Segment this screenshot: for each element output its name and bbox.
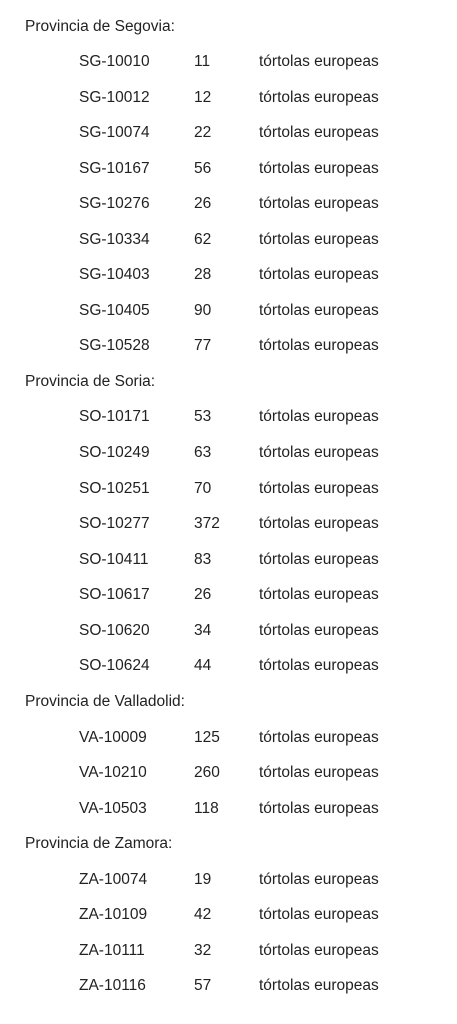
reserve-code: VA-10503 [79, 800, 147, 817]
bird-count: 26 [194, 586, 212, 603]
list-item [0, 479, 457, 499]
list-item [0, 799, 457, 819]
reserve-code: SG-10405 [79, 302, 150, 319]
species-name: tórtolas europeas [259, 195, 379, 212]
species-name: tórtolas europeas [259, 53, 379, 70]
bird-count: 83 [194, 551, 212, 568]
reserve-code: SO-10277 [79, 515, 150, 532]
reserve-code: SG-10403 [79, 266, 150, 283]
reserve-code: SO-10171 [79, 408, 150, 425]
reserve-code: SG-10334 [79, 231, 150, 248]
reserve-code: SO-10620 [79, 622, 150, 639]
list-item [0, 941, 457, 961]
bird-count: 62 [194, 231, 212, 248]
bird-count: 12 [194, 89, 212, 106]
species-name: tórtolas europeas [259, 124, 379, 141]
species-name: tórtolas europeas [259, 942, 379, 959]
reserve-code: SO-10249 [79, 444, 150, 461]
species-name: tórtolas europeas [259, 444, 379, 461]
reserve-code: SG-10010 [79, 53, 150, 70]
bird-count: 70 [194, 480, 212, 497]
province-heading-soria: Provincia de Soria: [25, 373, 156, 390]
bird-count: 260 [194, 764, 220, 781]
reserve-code: SO-10617 [79, 586, 150, 603]
bird-count: 26 [194, 195, 212, 212]
species-name: tórtolas europeas [259, 800, 379, 817]
bird-count: 53 [194, 408, 212, 425]
list-item [0, 976, 457, 996]
reserve-code: ZA-10111 [79, 942, 145, 959]
species-name: tórtolas europeas [259, 977, 379, 994]
species-name: tórtolas europeas [259, 764, 379, 781]
province-heading-zamora: Provincia de Zamora: [25, 835, 173, 852]
reserve-code: SG-10167 [79, 160, 150, 177]
bird-count: 56 [194, 160, 212, 177]
bird-count: 63 [194, 444, 212, 461]
list-item [0, 301, 457, 321]
species-name: tórtolas europeas [259, 89, 379, 106]
bird-count: 34 [194, 622, 212, 639]
species-name: tórtolas europeas [259, 871, 379, 888]
bird-count: 77 [194, 337, 212, 354]
reserve-code: ZA-10116 [79, 977, 146, 994]
list-item [0, 336, 457, 356]
list-item [0, 763, 457, 783]
reserve-code: VA-10210 [79, 764, 147, 781]
reserve-code: SG-10276 [79, 195, 150, 212]
species-name: tórtolas europeas [259, 337, 379, 354]
bird-count: 28 [194, 266, 212, 283]
bird-count: 22 [194, 124, 212, 141]
bird-count: 44 [194, 657, 212, 674]
species-name: tórtolas europeas [259, 266, 379, 283]
reserve-code: SO-10411 [79, 551, 149, 568]
species-name: tórtolas europeas [259, 515, 379, 532]
list-item [0, 728, 457, 748]
list-item [0, 407, 457, 427]
species-name: tórtolas europeas [259, 302, 379, 319]
species-name: tórtolas europeas [259, 622, 379, 639]
list-item [0, 52, 457, 72]
province-heading-valladolid: Provincia de Valladolid: [25, 693, 185, 710]
reserve-code: SO-10251 [79, 480, 150, 497]
reserve-code: SG-10528 [79, 337, 150, 354]
list-item [0, 514, 457, 534]
list-item [0, 159, 457, 179]
bird-count: 90 [194, 302, 212, 319]
bird-count: 372 [194, 515, 220, 532]
species-name: tórtolas europeas [259, 408, 379, 425]
province-heading-segovia: Provincia de Segovia: [25, 18, 175, 35]
reserve-code: ZA-10109 [79, 906, 148, 923]
bird-count: 118 [194, 800, 219, 817]
species-name: tórtolas europeas [259, 586, 379, 603]
list-item [0, 870, 457, 890]
list-item [0, 230, 457, 250]
bird-count: 32 [194, 942, 212, 959]
reserve-code: SG-10074 [79, 124, 150, 141]
reserve-code: ZA-10074 [79, 871, 148, 888]
reserve-code: VA-10009 [79, 729, 147, 746]
list-item [0, 905, 457, 925]
list-item [0, 621, 457, 641]
species-name: tórtolas europeas [259, 160, 379, 177]
reserve-code: SG-10012 [79, 89, 150, 106]
list-item [0, 194, 457, 214]
reserve-code: SO-10624 [79, 657, 150, 674]
bird-count: 11 [194, 53, 211, 70]
species-name: tórtolas europeas [259, 729, 379, 746]
bird-count: 57 [194, 977, 212, 994]
list-item [0, 265, 457, 285]
species-name: tórtolas europeas [259, 551, 379, 568]
list-item [0, 656, 457, 676]
list-item [0, 550, 457, 570]
list-item [0, 123, 457, 143]
bird-count: 42 [194, 906, 212, 923]
species-name: tórtolas europeas [259, 480, 379, 497]
species-name: tórtolas europeas [259, 906, 379, 923]
bird-count: 19 [194, 871, 212, 888]
bird-count: 125 [194, 729, 220, 746]
list-item [0, 585, 457, 605]
species-name: tórtolas europeas [259, 657, 379, 674]
list-item [0, 443, 457, 463]
species-name: tórtolas europeas [259, 231, 379, 248]
list-item [0, 88, 457, 108]
